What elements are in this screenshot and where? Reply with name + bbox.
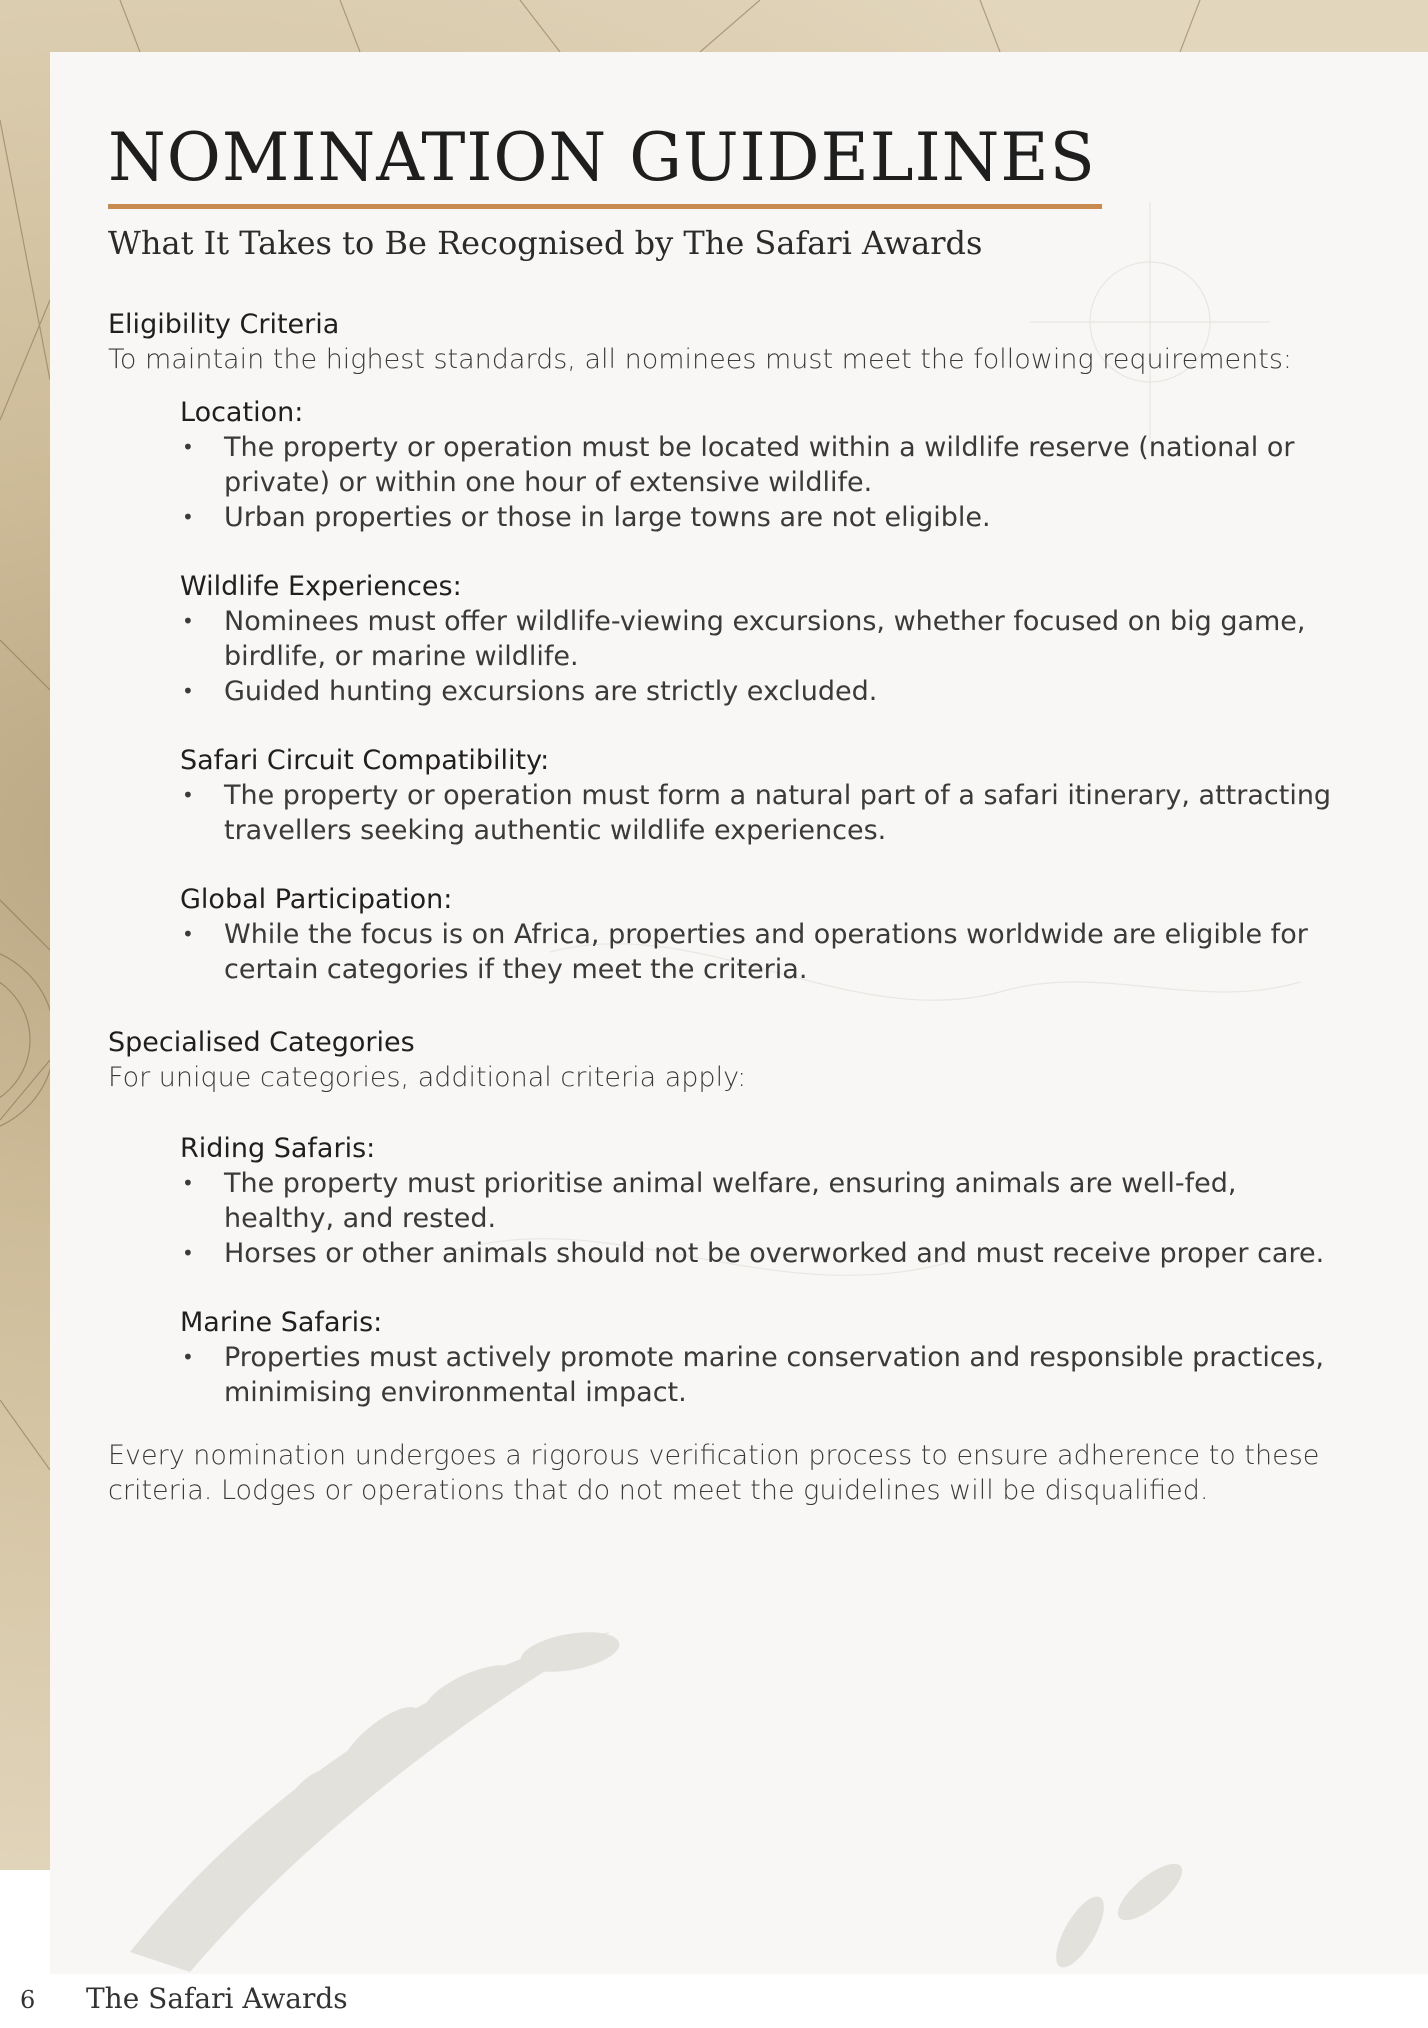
page-subtitle: What It Takes to Be Recognised by The Safari Awards — [108, 224, 983, 262]
page-footer — [0, 1974, 1428, 2028]
main-content — [108, 118, 1338, 1508]
bullet-icon: • — [182, 1241, 194, 1265]
list-item-text: Urban properties or those in large towns are not eligible. — [224, 502, 991, 533]
list-item-text: Properties must actively promote marine conservation and responsible practices, minimising environmental impact. — [224, 1342, 1324, 1408]
criteria-heading-location: Location: — [180, 397, 304, 428]
list-item-text: While the focus is on Africa, properties and operations worldwide are eligible for certain categories if they meet the criteria. — [224, 919, 1308, 985]
bullet-icon: • — [182, 435, 194, 459]
list-item-text: Guided hunting excursions are strictly excluded. — [224, 676, 878, 707]
criteria-list-riding — [180, 1166, 1338, 1271]
criteria-list-circuit — [180, 778, 1338, 848]
bullet-icon: • — [182, 1345, 194, 1369]
closing-paragraph: Every nomination undergoes a rigorous verification process to ensure adherence to these criteria. Lodges or operations that do not meet the guidelines will be disqualified. — [108, 1440, 1320, 1506]
criteria-heading-circuit: Safari Circuit Compatibility: — [180, 745, 550, 776]
bullet-icon: • — [182, 1171, 194, 1195]
list-item-text: Nominees must offer wildlife-viewing excursions, whether focused on big game, birdlife, or marine wildlife. — [224, 606, 1306, 672]
list-item — [180, 778, 1338, 848]
bullet-icon: • — [182, 609, 194, 633]
section-intro-eligibility: To maintain the highest standards, all nominees must meet the following requirements: — [108, 344, 1293, 375]
page-number: 6 — [20, 1986, 36, 2014]
list-item — [180, 1166, 1338, 1236]
list-item — [180, 1236, 1338, 1271]
list-item — [180, 500, 1338, 535]
page-title: NOMINATION GUIDELINES — [108, 119, 1096, 196]
publication-name: The Safari Awards — [86, 1982, 348, 2015]
bullet-icon: • — [182, 922, 194, 946]
criteria-list-location — [180, 430, 1338, 535]
list-item-text: The property must prioritise animal welfare, ensuring animals are well-fed, healthy, and rested. — [224, 1168, 1237, 1234]
section-heading-specialised: Specialised Categories — [108, 1027, 415, 1058]
criteria-heading-marine: Marine Safaris: — [180, 1307, 383, 1338]
section-heading-eligibility: Eligibility Criteria — [108, 309, 340, 340]
list-item — [180, 917, 1338, 987]
list-item-text: Horses or other animals should not be overworked and must receive proper care. — [224, 1238, 1325, 1269]
list-item-text: The property or operation must be located within a wildlife reserve (national or private) or within one hour of extensive wildlife. — [224, 432, 1295, 498]
criteria-list-wildlife — [180, 604, 1338, 709]
bullet-icon: • — [182, 783, 194, 807]
list-item — [180, 430, 1338, 500]
criteria-heading-global: Global Participation: — [180, 884, 453, 915]
list-item — [180, 604, 1338, 674]
title-underline — [108, 204, 1102, 209]
list-item — [180, 1340, 1338, 1410]
list-item — [180, 674, 1338, 709]
criteria-list-global — [180, 917, 1338, 987]
section-intro-specialised: For unique categories, additional criteria apply: — [108, 1062, 747, 1093]
bullet-icon: • — [182, 679, 194, 703]
list-item-text: The property or operation must form a natural part of a safari itinerary, attracting travellers seeking authentic wildlife experiences. — [224, 780, 1332, 846]
bullet-icon: • — [182, 505, 194, 529]
criteria-heading-riding: Riding Safaris: — [180, 1133, 376, 1164]
criteria-heading-wildlife: Wildlife Experiences: — [180, 571, 462, 602]
criteria-list-marine — [180, 1340, 1338, 1410]
